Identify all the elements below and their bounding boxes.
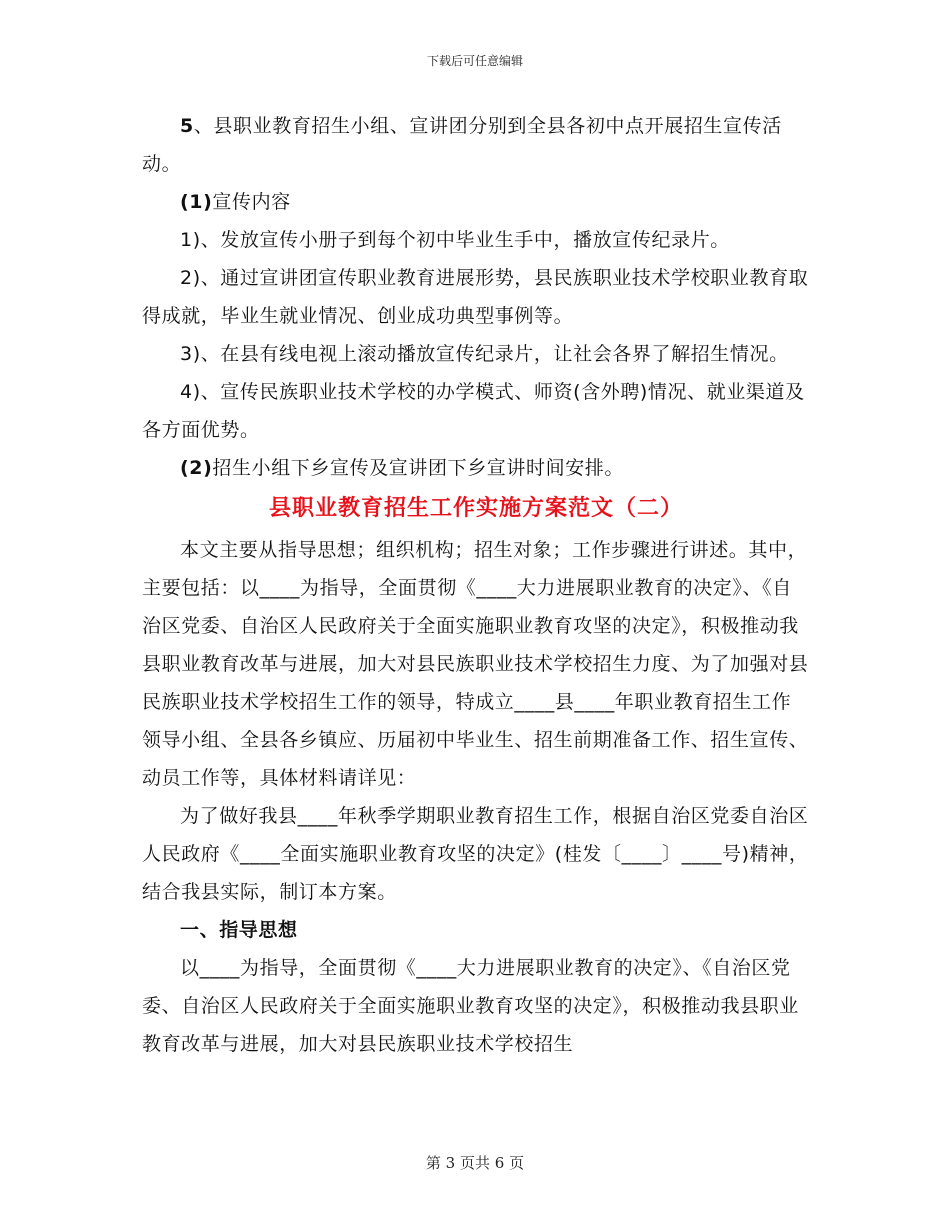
guiding-paragraph: 以____为指导，全面贯彻《____大力进展职业教育的决定》、《自治区党委、自治区人民政府关于全面实施职业教育攻坚的决定》，积极推动我县职业教育改革与进展，加大对县民族职业技术学校招生	[142, 957, 799, 1055]
point-3-paragraph: 3)、在县有线电视上滚动播放宣传纪录片，让社会各界了解招生情况。	[180, 343, 789, 365]
item-5-number: 5	[180, 115, 194, 137]
point-2-paragraph: 2)、通过宣讲团宣传职业教育进展形势，县民族职业技术学校职业教育取得成就，毕业生就业情况、创业成功典型事例等。	[142, 267, 809, 327]
sub-item-1-number: (1)	[180, 191, 213, 213]
sub-item-2-number: (2)	[180, 457, 213, 479]
sub-item-2-paragraph	[142, 449, 810, 487]
item-5-paragraph	[142, 107, 810, 183]
sub-item-1-text: 宣传内容	[212, 191, 291, 213]
item-5-text: 、县职业教育招生小组、宣讲团分别到全县各初中点开展招生宣传活动。	[142, 115, 782, 175]
point-4-paragraph: 4)、宣传民族职业技术学校的办学模式、师资(含外聘)情况、就业渠道及各方面优势。	[142, 381, 805, 441]
section-title: 县职业教育招生工作实施方案范文（二）	[268, 496, 683, 521]
sub-item-1-paragraph	[142, 183, 810, 221]
intro-paragraph: 为了做好我县____年秋季学期职业教育招生工作，根据自治区党委自治区人民政府《____全面实施职业教育攻坚的决定》(桂发〔____〕____号)精神，结合我县实际，制订本方案。	[142, 805, 809, 903]
point-1-paragraph: 1)、发放宣传小册子到每个初中毕业生手中，播放宣传纪录片。	[180, 229, 730, 251]
heading-guiding-thought: 一、指导思想	[180, 919, 298, 941]
page-header: 下载后可任意编辑	[426, 54, 523, 68]
document-body	[142, 107, 810, 1063]
page-footer: 第 3 页共 6 页	[425, 1154, 525, 1172]
sub-item-2-text: 招生小组下乡宣传及宣讲团下乡宣讲时间安排。	[212, 457, 624, 479]
summary-paragraph: 本文主要从指导思想；组织机构；招生对象；工作步骤进行讲述。其中，主要包括：以____为指导，全面贯彻《____大力进展职业教育的决定》、《自治区党委、自治区人民政府关于全面实施职业教育攻坚的决定》，积极推动我县职业教育改革与进展，加大对县民族职业技术学校招生力度、为了加强对县民族职业技术学校招生工作的领导，特成立____县____年职业教育招生工作领导小组、全县各乡镇应、历届初中毕业生、招生前期准备工作、招生宣传、动员工作等，具体材料请详见：	[142, 539, 809, 789]
